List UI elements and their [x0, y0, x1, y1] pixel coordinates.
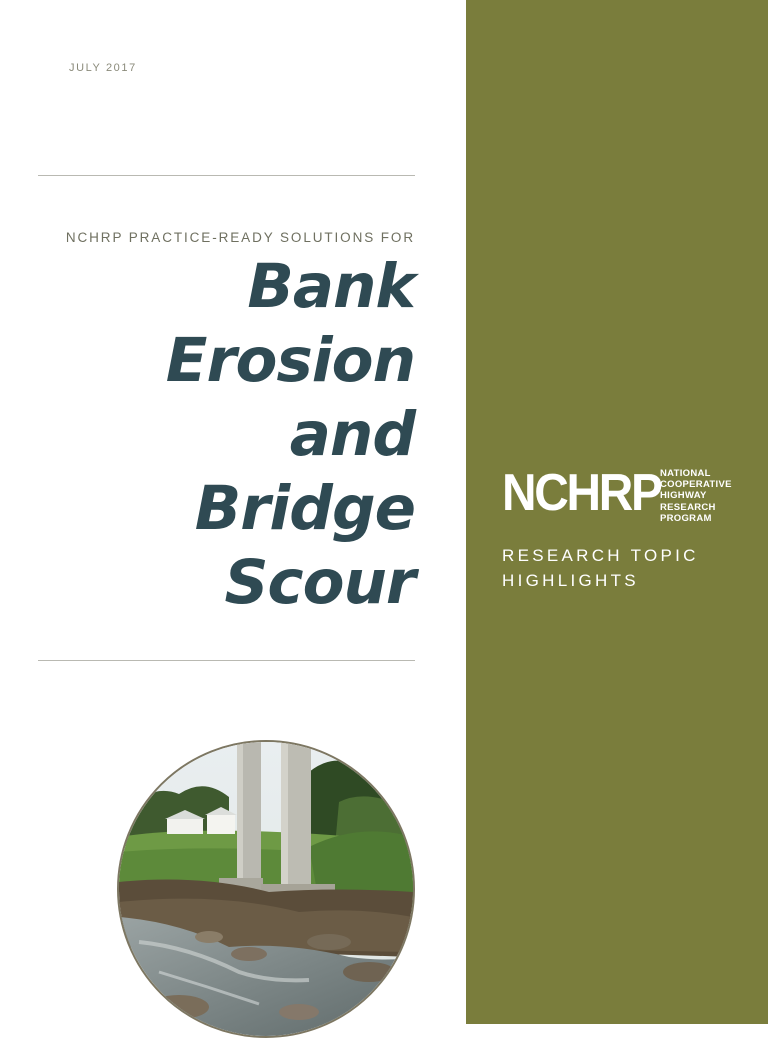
program-name-line: PROGRAM [660, 512, 712, 524]
publication-date: JULY 2017 [69, 62, 137, 74]
program-name-line: HIGHWAY [660, 490, 707, 502]
cover-title [15, 250, 415, 620]
title-line: Erosion [165, 325, 415, 396]
title-line: Scour [224, 547, 415, 618]
bottom-divider [38, 660, 415, 661]
title-line: Bridge [194, 473, 415, 544]
program-name-line: RESEARCH [660, 501, 716, 513]
cover-subtitle: NCHRP PRACTICE-READY SOLUTIONS FOR [65, 230, 415, 245]
bridge-pier-photo [117, 740, 415, 1038]
series-name [502, 543, 699, 593]
program-name-line: NATIONAL [660, 468, 711, 479]
program-name-line: COOPERATIVE [660, 479, 732, 491]
title-line: Bank [247, 251, 415, 322]
series-line: HIGHLIGHTS [502, 571, 639, 590]
program-name [660, 468, 768, 524]
series-line: RESEARCH TOPIC [502, 546, 699, 565]
top-divider [38, 175, 415, 176]
nchrp-logo: NCHRP [502, 464, 661, 522]
title-line: and [289, 399, 415, 470]
